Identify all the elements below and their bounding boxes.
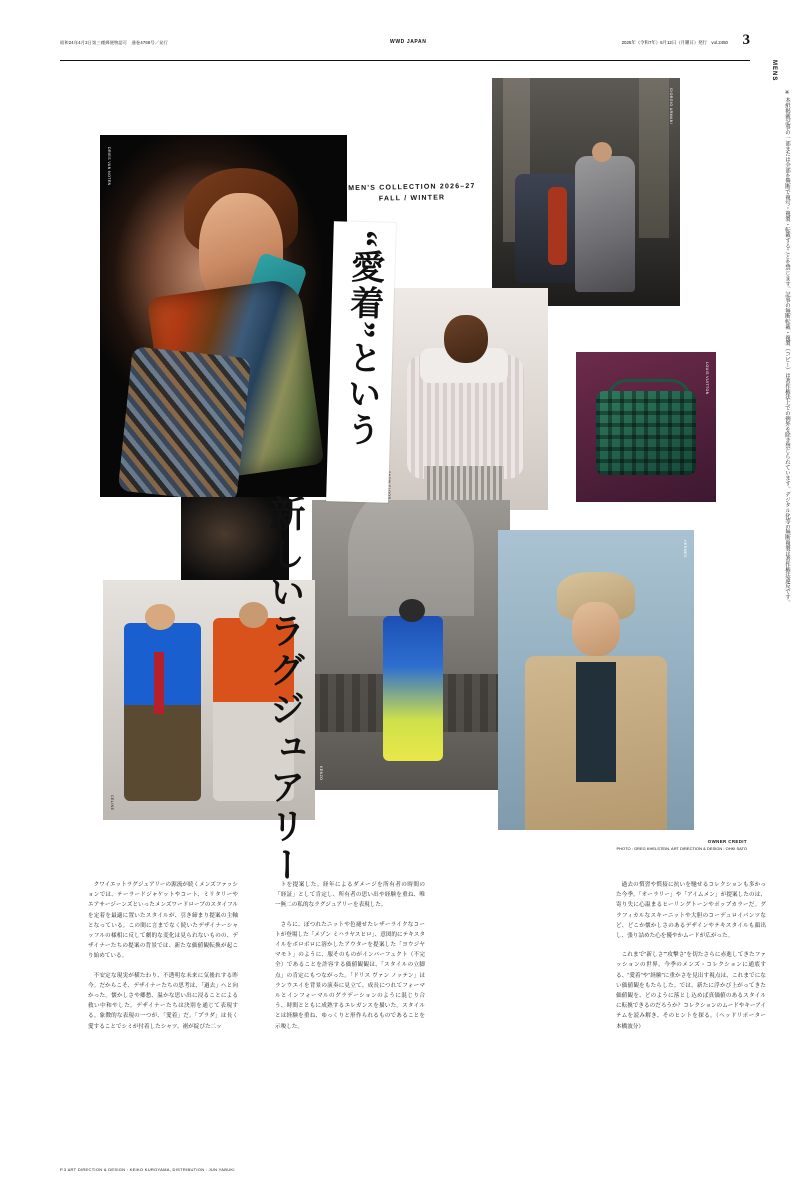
right-vertical-rail [759,60,793,820]
body-column-1 [88,880,238,1148]
photo-credit-block [547,838,747,852]
collection-line-2: FALL / WINTER [378,194,446,203]
photo-caption: KENZO [319,765,323,780]
article-body [60,880,772,1152]
photo-caption: GIORGIO ARMANI [669,88,673,125]
collection-label [322,180,502,205]
paragraph: クワイエットラグジュアリーの源流が続くメンズファッションでは、テーラードジャケットやコート、ミリタリーやエアサージーンズといったメンズワードローブのスタイフルを定着を最適に置いたスタイルが、引き締まり提案の主軸となっている。この間に言までなく続いたデザイナーシャッフルの様相に反して劇的な変化は見られないものの、デザイナーたちの提案の背景では、新たな価値観転換が起こり始めている。 [88,882,238,960]
rail-copyright-text: ※ 本紙掲載記事の一部または全部を無断で複写・複製・転載することを禁じます。記事の無断転載・複製（コピー）は著作権法上での例外を除き禁じられています。デジタル化等の無断複製は著作権法違反です。 [784,90,790,606]
masthead-left-text: 昭和24年4月3日第三種郵便物認可 通巻4768号／発行 [60,40,168,45]
photo-caption: HERMES [683,540,687,558]
paragraph: これまで“新しさ”“攻撃さ”を切たさらに赤進してきたファッションの世界。今季のメンズ・コレクションに通底する、“愛着”や“経験”に重かさを見出す視点は、これまでにない価値観をもたらした。では、新たに浮かび上がってきた価値観を、どのように落とし込めば真価値のあるスタイルに転換できるのだろうか？コレクションのムードやキーアイテムを読み解き、そのヒントを探る。（ヘッドリポーター 本橋波分） [616,952,772,1030]
masthead-date: 2025年（令和7年）5月12日（月曜日）発行 vol.2450 [621,40,728,45]
paragraph: 過去の慣習や慣接に抗いを馳せるコレクションも多かった今季。「オーラリー」や「アイムメン」が提案したのは、寄り失に心温まるヒーリングトーンやポップカラーだ。グラフィカルなスキーニットや大胆のコーデュロイパンツなど、どこか懐かしさのあるデザインやテキスタイルも顔出し、張り詰めた心を優やかムードが広がった。 [616,882,766,940]
photo-bucket-hat-model [498,530,694,830]
collection-line-1: MEN'S COLLECTION 2026–27 [348,182,476,193]
footer-credit: P.3 ART DIRECTION & DESIGN : KEIKO KUROYAMA, DISTRIBUTION : JUN YABUKI [60,1167,235,1172]
publication-title: WWD JAPAN [390,39,427,45]
headline-card [326,221,396,503]
body-column-3 [616,880,772,1148]
photo-dries-van-noten [100,135,347,497]
photo-caption: DRIES VAN NOTEN [107,147,111,186]
credit-line: PHOTO : GREG KHELSTEIN, ART DIRECTION & DESIGN : OHKI SATO [616,846,747,851]
photo-runway-grey-coat [492,78,680,306]
rail-section-label: MENS [771,60,777,82]
photo-caption: LOUIS VUITTON [705,362,709,395]
photo-caption: SHOW FLOOR [387,471,391,500]
headline-sub: 新しいラグジュアリー [265,495,305,885]
paragraph: さらに、ぼつれたニットや色褪せたレザーライクなコートが登場した「メゾン ミハラヤスヒロ」、意図的にテキスタイルをボロボロに溶かしたアウターを提案した「ヨウジヤマモト」のように、服そのものがインパーフェクト（不完全）であることを許容する価値観観は、「スタイルの立脚点」の肯定にもつながった。「ドリス ヴァン ノッテン」はランウエイを背景の演奏に見立て、成長につれてフォーマルとインフォーマルのグラデーションのように混じり合う、時間とともに成熟するエレガンスを描いた。スタイルとは経験を重ね、ゆっくりと形作られるものであることを示唆した。 [275,921,425,1030]
photo-green-check-bag [576,352,716,502]
credit-title: OWNER CREDIT [707,839,747,844]
photo-caption: CELINE [110,794,114,810]
headline-main: “愛着”という [340,229,384,449]
photo-white-knit-model [380,288,548,510]
body-column-2 [275,880,425,1148]
paragraph: トを提案した。経年によるダメージを所有者の時間の「経証」として肯定し、所有者の思い出や経験を重ね、唯一無二の私的なラグジュアリーを表現した。 [275,882,425,909]
masthead [60,32,750,61]
page-number: 3 [742,32,750,48]
photo-cloister-runway [312,500,510,790]
paragraph: 不安定な現実が横たわり、不透明な未来に気後れする昨今。だからこそ、デザイナーたちの思考は、「過去」へと向かった。懐かしさや郷愁、温かな思い出に浸ることによる救い中和やした。デザイナーたちは決別を通じて表現する。象徴的な表現の一つが、「愛着」だ。「プラダ」は長く愛することでシミが付着したシャツ、裾が綻びた二ッ [88,972,238,1030]
